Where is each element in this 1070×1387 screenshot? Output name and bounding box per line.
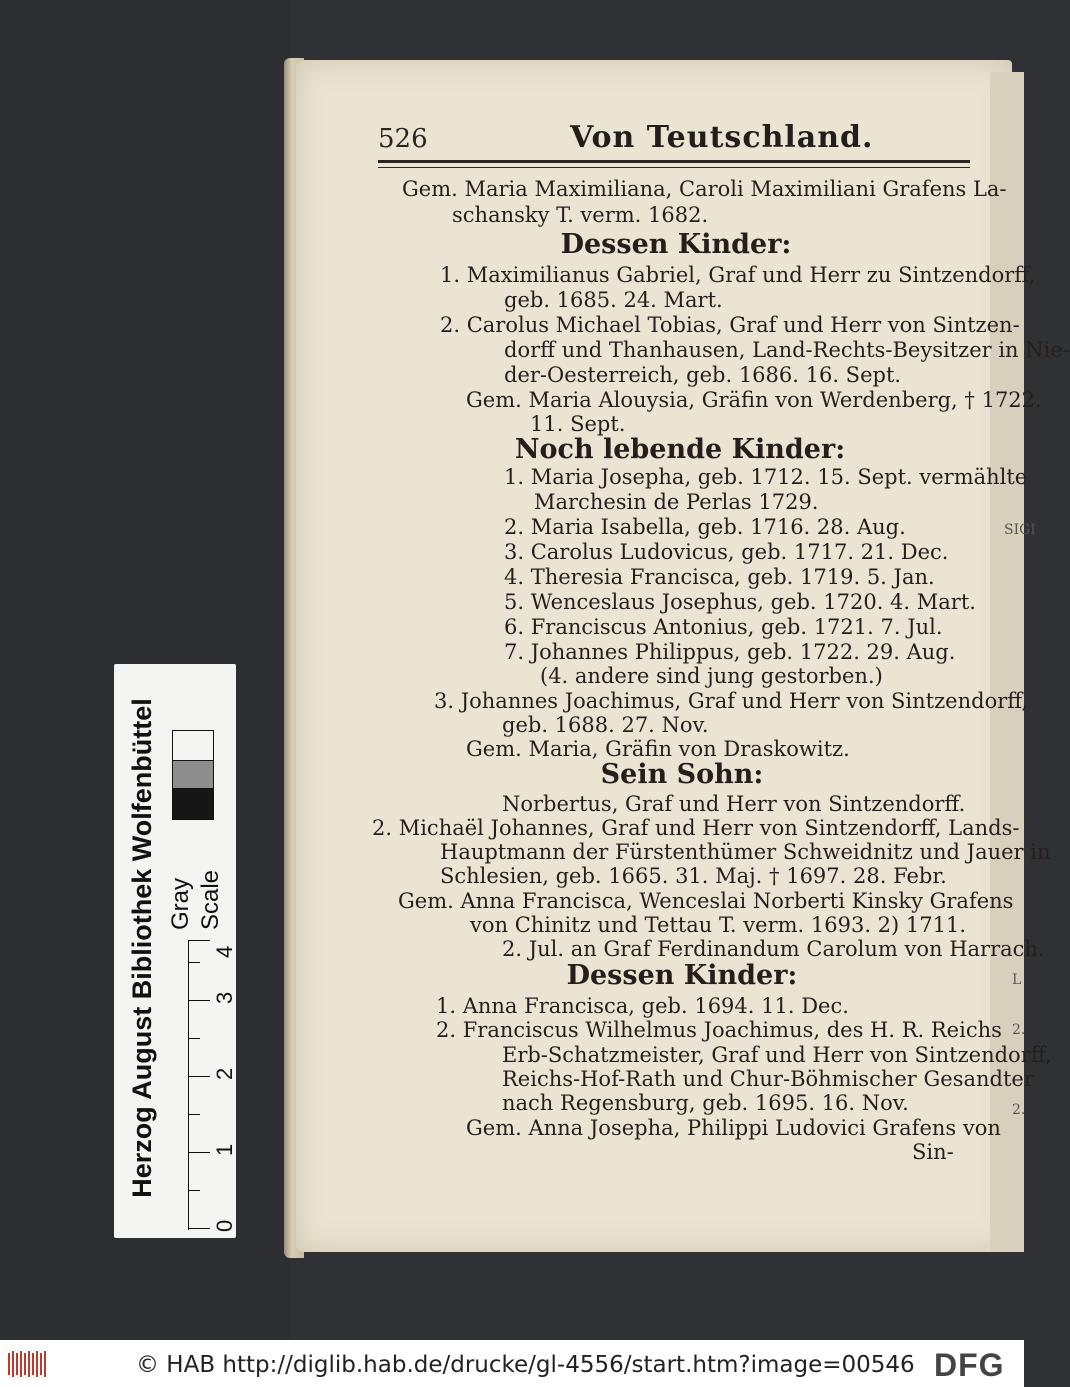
- copyright-link[interactable]: © HAB http://diglib.hab.de/drucke/gl-4556/start.htm?image=00546: [136, 1352, 915, 1378]
- text-line: geb. 1685. 24. Mart.: [504, 288, 723, 312]
- dfg-logo: DFG: [934, 1347, 1005, 1383]
- scale-tick: [188, 1038, 200, 1039]
- section-heading: Noch lebende Kinder:: [514, 434, 846, 465]
- text-line: schansky T. verm. 1682.: [452, 203, 709, 227]
- scale-tick: [188, 962, 200, 963]
- library-name: Herzog August Bibliothek Wolfenbüttel: [127, 698, 157, 1198]
- next-page-fragment: L: [1012, 972, 1022, 988]
- text-line: 3. Johannes Joachimus, Graf und Herr von Sintzendorff,: [434, 689, 1029, 713]
- text-line: 2. Michaël Johannes, Graf und Herr von Sintzendorff, Lands-: [372, 816, 1020, 840]
- scale-tick: [188, 1000, 210, 1001]
- text-line: Gem. Maria, Gräfin von Draskowitz.: [466, 737, 850, 761]
- scale-tick: [188, 1114, 200, 1115]
- scale-tick: [188, 1228, 210, 1229]
- text-line: Marchesin de Perlas 1729.: [534, 490, 819, 514]
- text-line: 1. Maximilianus Gabriel, Graf und Herr zu Sintzendorff,: [440, 263, 1036, 287]
- text-line: Gem. Anna Francisca, Wenceslai Norberti Kinsky Grafens: [398, 889, 1014, 913]
- header-rule: [378, 160, 970, 168]
- scale-tick: [188, 1152, 210, 1153]
- scale-number: 2: [212, 1067, 237, 1080]
- gray-swatch-mid: [172, 760, 214, 790]
- catchword: Sin-: [912, 1140, 954, 1164]
- text-line: Gem. Anna Josepha, Philippi Ludovici Grafens von: [466, 1116, 1001, 1140]
- text-line: 7. Johannes Philippus, geb. 1722. 29. Aug.: [504, 640, 956, 664]
- scale-number: 3: [212, 991, 237, 1004]
- section-heading: Sein Sohn:: [600, 759, 764, 790]
- next-page-fragment: SIGI: [1004, 522, 1036, 538]
- text-line: 2. Maria Isabella, geb. 1716. 28. Aug.: [504, 515, 906, 539]
- text-line: 2. Franciscus Wilhelmus Joachimus, des H. R. Reichs: [436, 1018, 1002, 1042]
- scale-number: 4: [212, 945, 237, 958]
- text-line: 1. Anna Francisca, geb. 1694. 11. Dec.: [436, 994, 849, 1018]
- gray-swatch-black: [172, 788, 214, 820]
- section-heading: Dessen Kinder:: [566, 960, 798, 991]
- text-line: 6. Franciscus Antonius, geb. 1721. 7. Jul.: [504, 615, 943, 639]
- text-line: von Chinitz und Tettau T. verm. 1693. 2) 1711.: [470, 913, 967, 937]
- scale-line: [188, 940, 189, 1230]
- text-line: 4. Theresia Francisca, geb. 1719. 5. Jan.: [504, 565, 935, 589]
- text-line: (4. andere sind jung gestorben.): [540, 664, 883, 688]
- text-line: der-Oesterreich, geb. 1686. 16. Sept.: [504, 363, 902, 387]
- gray-swatch-white: [172, 730, 214, 762]
- gray-scale-label: Gray Scale: [167, 869, 224, 930]
- text-line: Gem. Maria Alouysia, Gräfin von Werdenberg, † 1722.: [466, 388, 1042, 412]
- text-line: 3. Carolus Ludovicus, geb. 1717. 21. Dec.: [504, 540, 949, 564]
- text-line: 2. Carolus Michael Tobias, Graf und Herr von Sintzen-: [440, 313, 1020, 337]
- running-head: Von Teutschland.: [570, 120, 874, 155]
- text-line: nach Regensburg, geb. 1695. 16. Nov.: [502, 1091, 909, 1115]
- next-page-fragment: 2.: [1012, 1102, 1026, 1118]
- next-page-fragment: 2.: [1012, 1022, 1026, 1038]
- scale-tick: [188, 1190, 200, 1191]
- page-number: 526: [378, 124, 428, 154]
- scale-number: 0: [212, 1219, 237, 1232]
- text-line: Reichs-Hof-Rath und Chur-Böhmischer Gesandter: [502, 1067, 1034, 1091]
- text-line: Hauptmann der Fürstenthümer Schweidnitz und Jauer in: [440, 840, 1051, 864]
- text-line: 5. Wenceslaus Josephus, geb. 1720. 4. Mart.: [504, 590, 976, 614]
- text-line: 1. Maria Josepha, geb. 1712. 15. Sept. vermählte: [504, 465, 1028, 489]
- text-line: Erb-Schatzmeister, Graf und Herr von Sintzendorff,: [502, 1043, 1052, 1067]
- scale-tick: [188, 1076, 210, 1077]
- text-line: 11. Sept.: [530, 412, 626, 436]
- section-heading: Dessen Kinder:: [560, 229, 792, 260]
- hab-barcode-logo: [8, 1349, 48, 1379]
- text-line: Norbertus, Graf und Herr von Sintzendorff.: [502, 792, 966, 816]
- text-line: geb. 1688. 27. Nov.: [502, 713, 709, 737]
- text-line: Gem. Maria Maximiliana, Caroli Maximiliani Grafens La-: [402, 177, 1007, 201]
- text-line: dorff und Thanhausen, Land-Rechts-Beysitzer in Nie-: [504, 338, 1070, 362]
- scale-tick: [188, 940, 210, 941]
- text-line: Schlesien, geb. 1665. 31. Maj. † 1697. 28. Febr.: [440, 864, 947, 888]
- text-line: 2. Jul. an Graf Ferdinandum Carolum von Harrach.: [502, 937, 1045, 961]
- scale-number: 1: [212, 1143, 237, 1156]
